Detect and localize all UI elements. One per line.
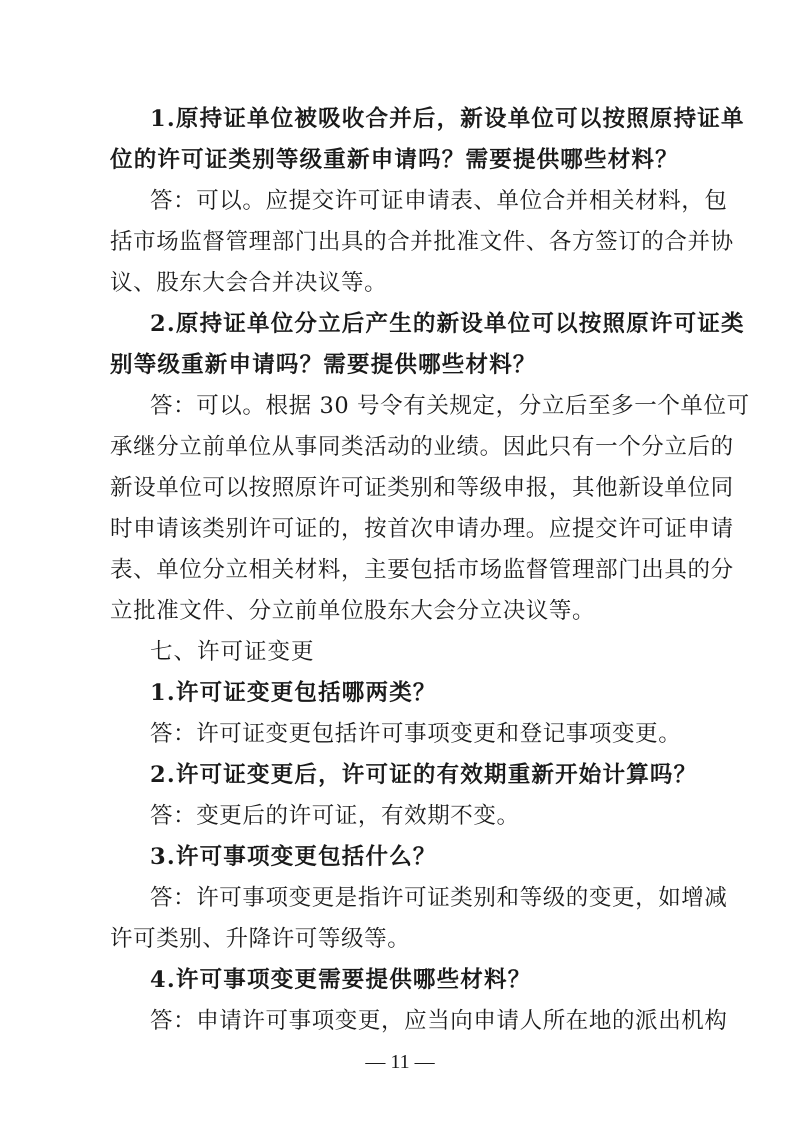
question-6: 4.许可事项变更需要提供哪些材料？	[150, 967, 532, 993]
question-2-line-1: 2.原持证单位分立后产生的新设单位可以按照原许可证类	[150, 311, 745, 337]
question-5: 3.许可事项变更包括什么？	[150, 844, 437, 870]
question-1-line-2: 位的许可证类别等级重新申请吗？需要提供哪些材料？	[110, 147, 679, 173]
answer-3: 答：许可证变更包括许可事项变更和登记事项变更。	[150, 721, 682, 747]
answer-2-line-1: 答：可以。根据 30 号令有关规定，分立后至多一个单位可	[150, 393, 750, 419]
answer-1-line-3: 议、股东大会合并决议等。	[110, 270, 388, 296]
answer-2-line-4: 时申请该类别许可证的，按首次申请办理。应提交许可证申请	[110, 516, 734, 542]
answer-6-line-1: 答：申请许可事项变更，应当向申请人所在地的派出机构	[150, 1008, 728, 1034]
answer-1-line-1: 答：可以。应提交许可证申请表、单位合并相关材料，包	[150, 188, 728, 214]
answer-1-line-2: 括市场监督管理部门出具的合并批准文件、各方签订的合并协	[110, 229, 734, 255]
answer-5-line-1: 答：许可事项变更是指许可证类别和等级的变更，如增减	[150, 885, 728, 911]
answer-2-line-6: 立批准文件、分立前单位股东大会分立决议等。	[110, 598, 596, 624]
question-1-line-1: 1.原持证单位被吸收合并后，新设单位可以按照原持证单	[150, 106, 745, 132]
answer-2-line-5: 表、单位分立相关材料，主要包括市场监督管理部门出具的分	[110, 557, 734, 583]
answer-5-line-2: 许可类别、升降许可等级等。	[110, 926, 411, 952]
answer-2-line-3: 新设单位可以按照原许可证类别和等级申报，其他新设单位同	[110, 475, 734, 501]
answer-4: 答：变更后的许可证，有效期不变。	[150, 803, 520, 829]
page-number: — 11 —	[365, 1051, 435, 1073]
question-3: 1.许可证变更包括哪两类？	[150, 680, 437, 706]
answer-2-line-2: 承继分立前单位从事同类活动的业绩。因此只有一个分立后的	[110, 434, 734, 460]
question-2-line-2: 别等级重新申请吗？需要提供哪些材料？	[110, 352, 537, 378]
question-4: 2.许可证变更后，许可证的有效期重新开始计算吗？	[150, 762, 698, 788]
section-heading: 七、许可证变更	[150, 639, 315, 665]
